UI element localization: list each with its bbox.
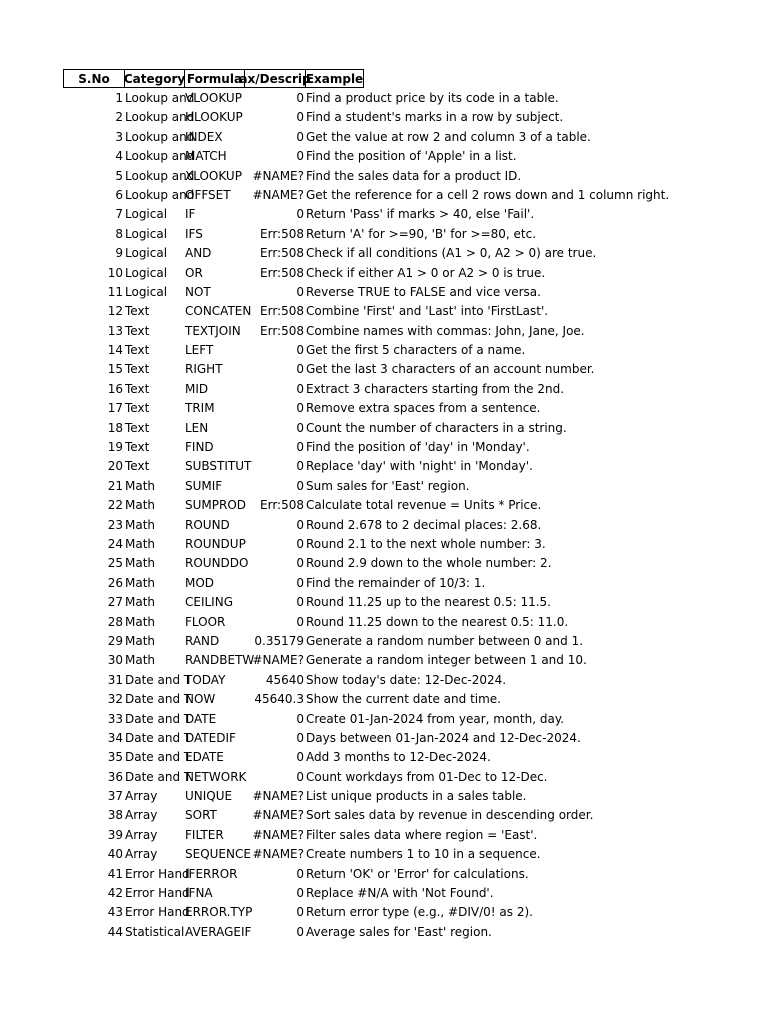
- cell-syntax: 0: [296, 110, 304, 125]
- table-row: [0, 632, 768, 651]
- cell-sno: 3: [115, 129, 123, 144]
- cell-formula: RIGHT: [185, 362, 223, 377]
- header-example: Example: [305, 69, 364, 88]
- cell-example: Sort sales data by revenue in descending order.: [306, 808, 594, 823]
- cell-formula: RAND: [185, 633, 220, 648]
- cell-formula: FILTER: [185, 827, 224, 842]
- cell-sno: 38: [107, 808, 123, 823]
- cell-category: Error Hand: [125, 866, 190, 881]
- cell-formula: XLOOKUP: [185, 168, 242, 183]
- cell-syntax: 0: [296, 517, 304, 532]
- cell-formula: ROUND: [185, 517, 230, 532]
- cell-category: Math: [125, 517, 156, 532]
- cell-example: Get the last 3 characters of an account number.: [306, 362, 595, 377]
- table-row: [0, 903, 768, 922]
- cell-sno: 18: [107, 420, 123, 435]
- cell-formula: DATE: [185, 711, 217, 726]
- cell-example: Get the reference for a cell 2 rows down and 1 column right.: [306, 187, 670, 202]
- cell-sno: 34: [107, 730, 123, 745]
- cell-sno: 42: [107, 886, 123, 901]
- cell-syntax: #NAME?: [252, 653, 304, 668]
- table-row: [0, 884, 768, 903]
- cell-syntax: 0: [296, 129, 304, 144]
- table-row: [0, 302, 768, 321]
- cell-category: Lookup and: [125, 129, 195, 144]
- cell-formula: TEXTJOIN: [185, 323, 241, 338]
- cell-formula: SUMPROD: [185, 498, 247, 513]
- cell-syntax: 0: [296, 401, 304, 416]
- cell-example: Show today's date: 12-Dec-2024.: [306, 672, 507, 687]
- cell-example: Find the position of 'day' in 'Monday'.: [306, 440, 530, 455]
- cell-formula: MID: [185, 381, 209, 396]
- cell-example: Replace #N/A with 'Not Found'.: [306, 886, 494, 901]
- cell-category: Array: [125, 827, 158, 842]
- table-row: [0, 496, 768, 515]
- cell-syntax: 0: [296, 905, 304, 920]
- cell-category: Text: [125, 343, 150, 358]
- table-row: [0, 923, 768, 942]
- cell-formula: SUMIF: [185, 478, 223, 493]
- table-row: [0, 283, 768, 302]
- cell-category: Date and T: [125, 711, 192, 726]
- cell-example: Find a product price by its code in a table.: [306, 91, 559, 105]
- cell-sno: 43: [107, 905, 123, 920]
- cell-category: Array: [125, 789, 158, 804]
- cell-example: Days between 01-Jan-2024 and 12-Dec-2024.: [306, 730, 581, 745]
- cell-sno: 12: [107, 304, 123, 319]
- table-row: [0, 593, 768, 612]
- cell-sno: 13: [107, 323, 123, 338]
- cell-formula: ROUNDDO: [185, 556, 249, 571]
- header-sno: S.No: [63, 69, 125, 88]
- cell-formula: IF: [185, 207, 196, 222]
- table-row: [0, 341, 768, 360]
- cell-example: Combine names with commas: John, Jane, Joe.: [306, 323, 585, 338]
- cell-sno: 21: [107, 478, 123, 493]
- cell-example: Find the position of 'Apple' in a list.: [306, 149, 517, 164]
- table-row: [0, 671, 768, 690]
- cell-syntax: 0: [296, 420, 304, 435]
- cell-sno: 24: [107, 536, 123, 551]
- table-row: [0, 399, 768, 418]
- table-row: [0, 89, 768, 108]
- cell-sno: 7: [115, 207, 123, 222]
- cell-syntax: 0: [296, 440, 304, 455]
- cell-formula: TRIM: [185, 401, 215, 416]
- cell-example: Round 2.678 to 2 decimal places: 2.68.: [306, 517, 542, 532]
- cell-example: Round 11.25 up to the nearest 0.5: 11.5.: [306, 595, 551, 610]
- cell-sno: 11: [107, 284, 123, 299]
- cell-example: Show the current date and time.: [306, 692, 501, 707]
- cell-category: Text: [125, 381, 150, 396]
- cell-formula: UNIQUE: [185, 789, 233, 804]
- cell-sno: 9: [115, 246, 123, 261]
- cell-sno: 23: [107, 517, 123, 532]
- cell-sno: 15: [107, 362, 123, 377]
- cell-formula: VLOOKUP: [185, 91, 242, 105]
- cell-sno: 41: [107, 866, 123, 881]
- cell-syntax: 0: [296, 575, 304, 590]
- cell-example: Generate a random number between 0 and 1.: [306, 633, 584, 648]
- cell-category: Logical: [125, 265, 168, 280]
- cell-formula: HLOOKUP: [185, 110, 243, 125]
- cell-sno: 16: [107, 381, 123, 396]
- cell-syntax: 0: [296, 149, 304, 164]
- cell-formula: SEQUENCE: [185, 847, 251, 862]
- cell-syntax: 0: [296, 459, 304, 474]
- cell-category: Array: [125, 847, 158, 862]
- cell-syntax: 45640.3: [254, 692, 304, 707]
- cell-formula: LEN: [185, 420, 209, 435]
- cell-formula: AND: [185, 246, 212, 261]
- cell-syntax: 0: [296, 381, 304, 396]
- table-row: [0, 244, 768, 263]
- table-row: [0, 477, 768, 496]
- cell-example: Get the first 5 characters of a name.: [306, 343, 526, 358]
- cell-formula: FLOOR: [185, 614, 226, 629]
- cell-formula: NOW: [185, 692, 216, 707]
- cell-category: Math: [125, 498, 156, 513]
- cell-example: Add 3 months to 12-Dec-2024.: [306, 750, 491, 765]
- cell-category: Date and T: [125, 750, 192, 765]
- cell-sno: 29: [107, 633, 123, 648]
- cell-example: Round 2.9 down to the whole number: 2.: [306, 556, 552, 571]
- table-row: [0, 806, 768, 825]
- cell-syntax: #NAME?: [252, 187, 304, 202]
- cell-category: Lookup and: [125, 168, 195, 183]
- cell-formula: AVERAGEIF: [185, 924, 252, 939]
- table-row: [0, 167, 768, 186]
- cell-category: Lookup and: [125, 91, 195, 105]
- cell-category: Lookup and: [125, 187, 195, 202]
- cell-example: Round 2.1 to the next whole number: 3.: [306, 536, 546, 551]
- cell-formula: SUBSTITUT: [185, 459, 252, 474]
- cell-syntax: 0: [296, 924, 304, 939]
- cell-formula: MATCH: [185, 149, 227, 164]
- cell-syntax: #NAME?: [252, 827, 304, 842]
- cell-sno: 14: [107, 343, 123, 358]
- cell-formula: FIND: [185, 440, 214, 455]
- cell-example: List unique products in a sales table.: [306, 789, 527, 804]
- cell-sno: 4: [115, 149, 123, 164]
- cell-sno: 25: [107, 556, 123, 571]
- cell-category: Date and T: [125, 730, 192, 745]
- cell-formula: INDEX: [185, 129, 223, 144]
- cell-sno: 10: [107, 265, 123, 280]
- cell-syntax: #NAME?: [252, 168, 304, 183]
- table-row: [0, 554, 768, 573]
- table-row: [0, 457, 768, 476]
- table-row: [0, 535, 768, 554]
- cell-sno: 35: [107, 750, 123, 765]
- cell-syntax: #NAME?: [252, 789, 304, 804]
- cell-sno: 2: [115, 110, 123, 125]
- cell-syntax: Err:508: [260, 498, 304, 513]
- cell-syntax: 0: [296, 556, 304, 571]
- cell-syntax: 0: [296, 866, 304, 881]
- table-row: [0, 225, 768, 244]
- table-row: [0, 108, 768, 127]
- cell-category: Error Hand: [125, 905, 190, 920]
- cell-syntax: 0: [296, 595, 304, 610]
- cell-category: Text: [125, 459, 150, 474]
- cell-formula: MOD: [185, 575, 215, 590]
- cell-sno: 44: [107, 924, 123, 939]
- cell-syntax: 0: [296, 284, 304, 299]
- cell-category: Logical: [125, 207, 168, 222]
- cell-sno: 19: [107, 440, 123, 455]
- table-row: [0, 651, 768, 670]
- cell-category: Array: [125, 808, 158, 823]
- cell-sno: 5: [115, 168, 123, 183]
- cell-category: Statistical: [125, 924, 185, 939]
- cell-category: Math: [125, 536, 156, 551]
- formula-table-body: [0, 89, 768, 942]
- table-row: [0, 710, 768, 729]
- cell-example: Combine 'First' and 'Last' into 'FirstLast'.: [306, 304, 549, 319]
- table-row: [0, 380, 768, 399]
- cell-syntax: 0.35179: [254, 633, 304, 648]
- cell-sno: 26: [107, 575, 123, 590]
- table-row: [0, 826, 768, 845]
- table-row: [0, 186, 768, 205]
- table-row: [0, 787, 768, 806]
- header-category: Category: [124, 69, 185, 88]
- cell-formula: CEILING: [185, 595, 233, 610]
- cell-formula: NETWORK: [185, 769, 247, 784]
- cell-syntax: 0: [296, 536, 304, 551]
- table-row: [0, 322, 768, 341]
- table-row: [0, 690, 768, 709]
- table-row: [0, 438, 768, 457]
- cell-category: Date and T: [125, 769, 192, 784]
- cell-syntax: 45640: [265, 672, 304, 687]
- cell-syntax: Err:508: [260, 226, 304, 241]
- cell-category: Text: [125, 440, 150, 455]
- cell-sno: 37: [107, 789, 123, 804]
- cell-category: Math: [125, 653, 156, 668]
- cell-sno: 8: [115, 226, 123, 241]
- cell-sno: 1: [115, 91, 123, 105]
- cell-syntax: Err:508: [260, 246, 304, 261]
- cell-sno: 20: [107, 459, 123, 474]
- cell-syntax: 0: [296, 730, 304, 745]
- table-row: [0, 748, 768, 767]
- cell-syntax: 0: [296, 362, 304, 377]
- cell-example: Sum sales for 'East' region.: [306, 478, 470, 493]
- cell-formula: EDATE: [185, 750, 224, 765]
- cell-category: Math: [125, 478, 156, 493]
- cell-syntax: 0: [296, 711, 304, 726]
- cell-sno: 22: [107, 498, 123, 513]
- cell-example: Calculate total revenue = Units * Price.: [306, 498, 542, 513]
- cell-category: Math: [125, 614, 156, 629]
- cell-category: Math: [125, 556, 156, 571]
- cell-example: Remove extra spaces from a sentence.: [306, 401, 541, 416]
- table-row: [0, 845, 768, 864]
- cell-example: Round 11.25 down to the nearest 0.5: 11.0.: [306, 614, 569, 629]
- table-row: [0, 574, 768, 593]
- cell-category: Math: [125, 575, 156, 590]
- cell-category: Lookup and: [125, 110, 195, 125]
- table-row: [0, 613, 768, 632]
- cell-sno: 28: [107, 614, 123, 629]
- cell-formula: DATEDIF: [185, 730, 236, 745]
- table-row: [0, 865, 768, 884]
- header-formula: Formula: [184, 69, 245, 88]
- cell-formula: OR: [185, 265, 203, 280]
- cell-example: Find the sales data for a product ID.: [306, 168, 522, 183]
- cell-formula: OFFSET: [185, 187, 231, 202]
- cell-formula: IFNA: [185, 886, 213, 901]
- cell-example: Replace 'day' with 'night' in 'Monday'.: [306, 459, 533, 474]
- cell-syntax: 0: [296, 614, 304, 629]
- table-row: [0, 419, 768, 438]
- table-row: [0, 768, 768, 787]
- cell-formula: ERROR.TYP: [185, 905, 253, 920]
- cell-category: Date and T: [125, 692, 192, 707]
- cell-syntax: 0: [296, 478, 304, 493]
- cell-example: Return 'A' for >=90, 'B' for >=80, etc.: [306, 226, 537, 241]
- cell-category: Text: [125, 304, 150, 319]
- cell-formula: LEFT: [185, 343, 214, 358]
- cell-sno: 17: [107, 401, 123, 416]
- cell-example: Count workdays from 01-Dec to 12-Dec.: [306, 769, 548, 784]
- cell-syntax: 0: [296, 886, 304, 901]
- cell-category: Text: [125, 323, 150, 338]
- cell-example: Create numbers 1 to 10 in a sequence.: [306, 847, 541, 862]
- cell-syntax: #NAME?: [252, 847, 304, 862]
- cell-example: Check if all conditions (A1 > 0, A2 > 0) are true.: [306, 246, 597, 261]
- cell-category: Date and T: [125, 672, 192, 687]
- cell-syntax: 0: [296, 750, 304, 765]
- table-row: [0, 264, 768, 283]
- cell-syntax: 0: [296, 343, 304, 358]
- cell-example: Find a student's marks in a row by subject.: [306, 110, 564, 125]
- table-row: [0, 516, 768, 535]
- cell-example: Return 'Pass' if marks > 40, else 'Fail'.: [306, 207, 535, 222]
- table-row: [0, 128, 768, 147]
- cell-sno: 40: [107, 847, 123, 862]
- cell-category: Logical: [125, 284, 168, 299]
- cell-example: Reverse TRUE to FALSE and vice versa.: [306, 284, 541, 299]
- cell-example: Find the remainder of 10/3: 1.: [306, 575, 486, 590]
- cell-example: Get the value at row 2 and column 3 of a table.: [306, 129, 591, 144]
- cell-example: Extract 3 characters starting from the 2nd.: [306, 381, 565, 396]
- cell-example: Generate a random integer between 1 and 10.: [306, 653, 587, 668]
- cell-formula: NOT: [185, 284, 211, 299]
- cell-sno: 39: [107, 827, 123, 842]
- header-syntax-description: ax/Descrip: [244, 69, 306, 88]
- cell-category: Lookup and: [125, 149, 195, 164]
- cell-category: Text: [125, 401, 150, 416]
- cell-example: Check if either A1 > 0 or A2 > 0 is true.: [306, 265, 546, 280]
- cell-category: Logical: [125, 246, 168, 261]
- table-row: [0, 729, 768, 748]
- cell-sno: 27: [107, 595, 123, 610]
- cell-sno: 33: [107, 711, 123, 726]
- cell-syntax: Err:508: [260, 304, 304, 319]
- cell-formula: IFS: [185, 226, 203, 241]
- cell-example: Return 'OK' or 'Error' for calculations.: [306, 866, 529, 881]
- cell-category: Error Hand: [125, 886, 190, 901]
- cell-syntax: 0: [296, 769, 304, 784]
- cell-formula: SORT: [185, 808, 217, 823]
- cell-syntax: #NAME?: [252, 808, 304, 823]
- cell-category: Text: [125, 362, 150, 377]
- cell-example: Filter sales data where region = 'East'.: [306, 827, 538, 842]
- table-row: [0, 360, 768, 379]
- cell-category: Text: [125, 420, 150, 435]
- cell-syntax: Err:508: [260, 323, 304, 338]
- cell-category: Math: [125, 595, 156, 610]
- cell-formula: RANDBETW: [185, 653, 255, 668]
- cell-example: Average sales for 'East' region.: [306, 924, 492, 939]
- cell-formula: ROUNDUP: [185, 536, 246, 551]
- table-row: [0, 147, 768, 166]
- cell-example: Count the number of characters in a string.: [306, 420, 567, 435]
- cell-syntax: 0: [296, 207, 304, 222]
- table-row: [0, 205, 768, 224]
- cell-category: Math: [125, 633, 156, 648]
- cell-example: Create 01-Jan-2024 from year, month, day.: [306, 711, 565, 726]
- cell-sno: 32: [107, 692, 123, 707]
- cell-syntax: 0: [296, 91, 304, 105]
- cell-syntax: Err:508: [260, 265, 304, 280]
- cell-sno: 6: [115, 187, 123, 202]
- cell-sno: 31: [107, 672, 123, 687]
- cell-formula: CONCATEN: [185, 304, 252, 319]
- cell-category: Logical: [125, 226, 168, 241]
- cell-sno: 30: [107, 653, 123, 668]
- cell-formula: TODAY: [185, 672, 226, 687]
- cell-formula: IFERROR: [185, 866, 238, 881]
- cell-sno: 36: [107, 769, 123, 784]
- cell-example: Return error type (e.g., #DIV/0! as 2).: [306, 905, 533, 920]
